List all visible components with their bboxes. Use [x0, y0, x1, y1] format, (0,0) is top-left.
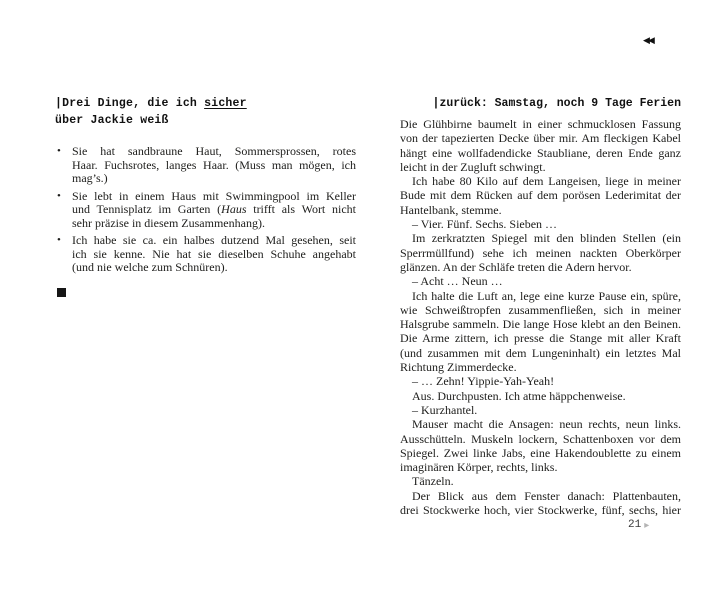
text-line: Die Arme zittern, ich presse die Stange mit aller Kraft [400, 331, 681, 346]
paragraph [400, 274, 681, 288]
paragraph [400, 117, 681, 174]
text-line: mag’s.) [72, 171, 108, 185]
text-line: sehr präzise in diesem Zusammenhang). [72, 215, 265, 230]
text-line: über Jackie weiß [55, 114, 169, 127]
paragraph [400, 374, 681, 388]
text-line: Ich habe sie ca. ein halbes dutzend Mal gesehen, seit [72, 233, 356, 247]
text-line: – Acht … Neun … [412, 274, 503, 289]
text-line: Bude mit dem Rücken auf dem porösen Lederimitat der [400, 188, 681, 203]
text-line: Sperrmüllfund) sehe ich meinen nackten Oberkörper [400, 245, 681, 260]
text-line: (und zusammen mit dem Lungeninhalt) ein letztes Mal [400, 345, 681, 360]
text-line: Tänzeln. [412, 474, 454, 489]
text-line: Die Glühbirne baumelt in einer schmucklosen Fassung [400, 117, 681, 131]
paragraph [400, 403, 681, 417]
paragraph [400, 289, 681, 375]
list-item [55, 145, 356, 186]
paragraph [400, 217, 681, 231]
bullet-list [55, 145, 356, 275]
text-line: Richtung Zimmerdecke. [400, 360, 517, 375]
text-line: Halsgrube sammeln. Die lange Hose klebt an den Beinen. [400, 317, 681, 332]
text-line: Sie hat sandbraune Haut, Sommersprossen, rotes [72, 144, 356, 158]
text-line: wie Schweißtropfen zusammenfließen, sich in meiner [400, 302, 681, 317]
list-item [55, 190, 356, 231]
right-page-heading: |zurück: Samstag, noch 9 Tage Ferien [432, 97, 681, 110]
text-line: von der tapezierten Decke über mir. Am fleckigen Kabel [400, 131, 681, 146]
page-number: 21 [628, 519, 642, 531]
text-line: Mauser macht die Ansagen: neun rechts, neun links. [412, 417, 681, 432]
text-line: – … Zehn! Yippie-Yah-Yeah! [412, 374, 555, 389]
text-line: hängt eine wollfadendicke Staubliane, deren Ende ganz [400, 145, 681, 160]
text-line: Aus. Durchpusten. Ich atme häppchenweise. [412, 388, 626, 403]
paragraph [400, 489, 681, 518]
text-line: Im zerkratzten Spiegel mit den blinden Stellen (ein [412, 231, 681, 246]
list-item [55, 234, 356, 275]
text-line: Ich habe 80 Kilo auf dem Langeisen, liege in meiner [412, 174, 681, 189]
body-text [400, 117, 681, 517]
left-book-page [55, 95, 356, 297]
next-page-icon[interactable]: ▸ [644, 519, 650, 531]
text-line: imaginären Körper, rechts, links. [400, 460, 558, 475]
text-line: Spiegel. Zwei linke Jabs, eine Hakendoublette zu einem [400, 445, 681, 460]
text-line: |Drei Dinge, die ich sicher [55, 97, 247, 110]
text-line: – Kurzhantel. [412, 402, 478, 417]
paragraph [400, 174, 681, 217]
pagination [628, 519, 649, 531]
text-line: (und nie welche zum Schnüren). [72, 260, 228, 274]
text-line: Haar. Fuchsrotes, langes Haar. (Muss man mögen, ich [72, 157, 356, 172]
text-line: Hantelbank, stemme. [400, 202, 502, 217]
text-line: und Tennisplatz im Garten (Haus trifft als Wort nicht [72, 202, 356, 216]
text-line: Sie lebt in einem Haus mit Swimmingpool im Keller [72, 188, 356, 203]
paragraph [400, 417, 681, 474]
rewind-icon[interactable]: ◀◀ [643, 36, 653, 46]
text-line: glänzen. An der Schläfe treten die Adern hervor. [400, 259, 632, 274]
left-page-heading [55, 95, 356, 129]
paragraph [400, 474, 681, 488]
text-line: leicht in der Zugluft schwingt. [400, 159, 546, 174]
text-line: – Vier. Fünf. Sechs. Sieben … [412, 217, 558, 232]
text-line: Ich halte die Luft an, lege eine kurze Pause ein, spüre, [412, 288, 681, 303]
text-line: drei Stockwerke hoch, vier Stockwerke, fünf, sechs, hier [400, 503, 681, 518]
paragraph [400, 389, 681, 403]
bullet-icon: • [57, 234, 61, 246]
bullet-icon: • [57, 189, 61, 202]
section-end-square-icon [57, 288, 66, 297]
bullet-icon: • [57, 145, 61, 157]
paragraph [400, 231, 681, 274]
text-line: ich sie kenne. Nie hat sie dieselben Schuhe angehabt [72, 246, 356, 261]
text-line: Der Blick aus dem Fenster danach: Plattenbauten, [412, 488, 681, 503]
right-book-page [400, 96, 681, 517]
text-line: Ausschütteln. Muskeln lockern, Schattenboxen vor dem [400, 431, 681, 446]
